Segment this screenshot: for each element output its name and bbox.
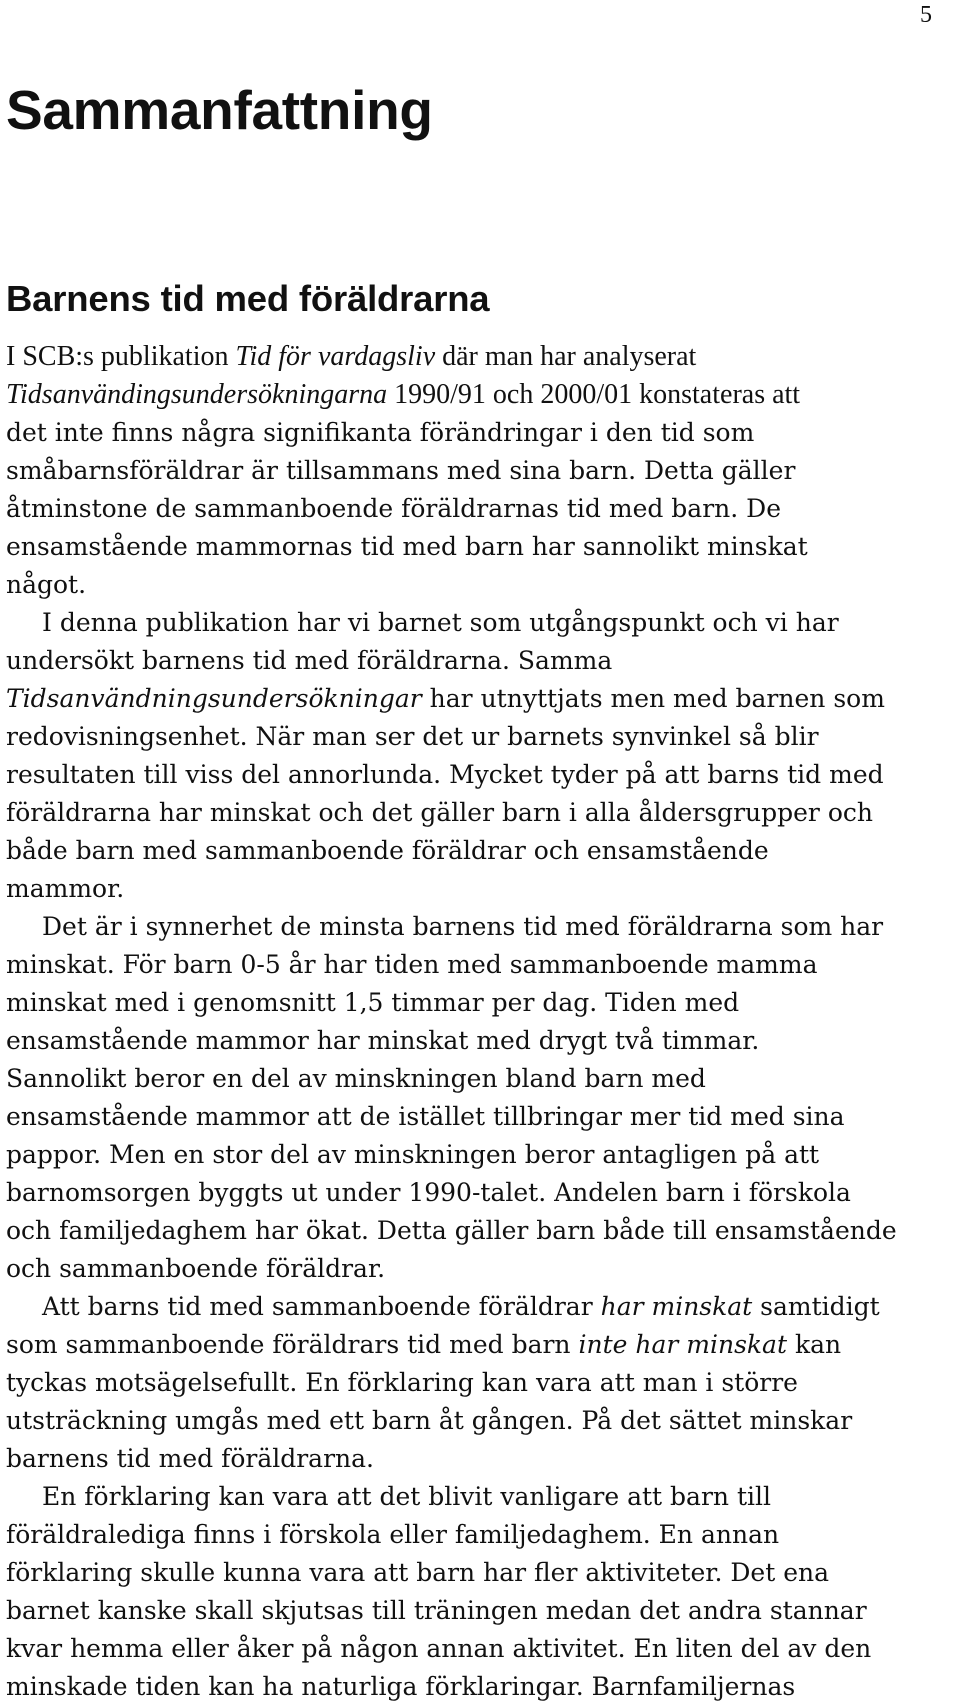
- text-line: föräldrarna har minskat och det gäller barn i alla åldersgrupper och: [6, 798, 873, 827]
- text-line: föräldralediga finns i förskola eller familjedaghem. En annan: [6, 1520, 780, 1549]
- text-line: och familjedaghem har ökat. Detta gäller barn både till ensamstående: [6, 1216, 897, 1245]
- paragraph-1: [6, 338, 951, 604]
- text-line: minskat med i genomsnitt 1,5 timmar per dag. Tiden med: [6, 988, 740, 1017]
- text-line: som sammanboende föräldrars tid med barn inte har minskat kan: [6, 1330, 842, 1359]
- text-line: och sammanboende föräldrar.: [6, 1254, 386, 1283]
- text-line: minskade tiden kan ha naturliga förklaringar. Barnfamiljernas: [6, 1672, 796, 1701]
- text-line: ensamstående mammornas tid med barn har sannolikt minskat: [6, 532, 808, 561]
- section-heading: Barnens tid med föräldrarna: [6, 278, 490, 319]
- text-line: ensamstående mammor att de istället tillbringar mer tid med sina: [6, 1102, 845, 1131]
- text-line: Att barns tid med sammanboende föräldrar har minskat samtidigt: [42, 1292, 880, 1321]
- text-line: kvar hemma eller åker på någon annan aktivitet. En liten del av den: [6, 1634, 872, 1663]
- paragraph-5: [6, 1478, 951, 1706]
- paragraph-3: [6, 908, 951, 1288]
- text-line: det inte finns några signifikanta förändringar i den tid som: [6, 418, 755, 447]
- text-line: Det är i synnerhet de minsta barnens tid med föräldrarna som har: [42, 912, 884, 941]
- text-line: pappor. Men en stor del av minskningen beror antagligen på att: [6, 1140, 820, 1169]
- text-line: barnet kanske skall skjutsas till träningen medan det andra stannar: [6, 1596, 867, 1625]
- text-line: Tidsanvändningsundersökningar har utnyttjats men med barnen som: [6, 684, 885, 713]
- text-line: småbarnsföräldrar är tillsammans med sina barn. Detta gäller: [6, 456, 796, 485]
- text-line: utsträckning umgås med ett barn åt gången. På det sättet minskar: [6, 1406, 853, 1435]
- page-number: 5: [920, 2, 932, 28]
- text-line: I denna publikation har vi barnet som utgångspunkt och vi har: [42, 608, 839, 637]
- text-line: Sannolikt beror en del av minskningen bland barn med: [6, 1064, 706, 1093]
- text-line: resultaten till viss del annorlunda. Mycket tyder på att barns tid med: [6, 760, 884, 789]
- paragraph-2: [6, 604, 951, 908]
- text-line: barnens tid med föräldrarna.: [6, 1444, 374, 1473]
- text-line: förklaring skulle kunna vara att barn har fler aktiviteter. Det ena: [6, 1558, 829, 1587]
- text-line: En förklaring kan vara att det blivit vanligare att barn till: [42, 1482, 771, 1511]
- body-text: [6, 338, 951, 1706]
- text-line: barnomsorgen byggts ut under 1990-talet. Andelen barn i förskola: [6, 1178, 851, 1207]
- text-line: både barn med sammanboende föräldrar och ensamstående: [6, 836, 769, 865]
- text-line: mammor.: [6, 874, 125, 903]
- text-line: redovisningsenhet. När man ser det ur barnets synvinkel så blir: [6, 722, 819, 751]
- paragraph-4: [6, 1288, 951, 1478]
- text-line: undersökt barnens tid med föräldrarna. Samma: [6, 646, 613, 675]
- text-line: ensamstående mammor har minskat med drygt två timmar.: [6, 1026, 760, 1055]
- page-title: Sammanfattning: [6, 79, 433, 141]
- text-line: tyckas motsägelsefullt. En förklaring kan vara att man i större: [6, 1368, 798, 1397]
- text-line: Tidsanvändingsundersökningarna 1990/91 och 2000/01 konstateras att: [6, 379, 801, 410]
- text-line: något.: [6, 570, 87, 599]
- text-line: I SCB:s publikation Tid för vardagsliv där man har analyserat: [6, 341, 697, 372]
- text-line: minskat. För barn 0-5 år har tiden med sammanboende mamma: [6, 950, 818, 979]
- text-line: åtminstone de sammanboende föräldrarnas tid med barn. De: [6, 494, 781, 523]
